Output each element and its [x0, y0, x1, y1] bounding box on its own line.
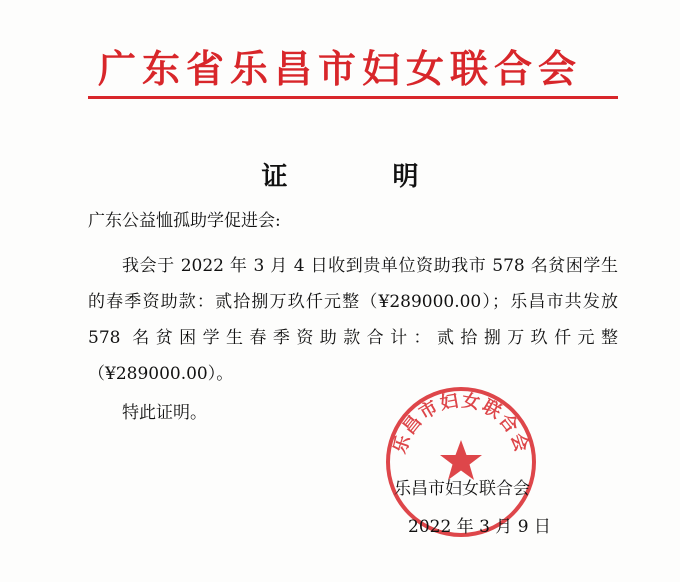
- letterhead-title: 广东省乐昌市妇女联合会: [97, 46, 582, 91]
- closing-line: 特此证明。: [122, 403, 207, 423]
- seal-text: 乐昌市妇女联合会: [389, 390, 533, 457]
- signature-org: 乐昌市妇女联合会: [394, 479, 530, 499]
- signature-date: 2022 年 3 月 9 日: [408, 517, 551, 537]
- document-title: 证 明: [261, 162, 467, 192]
- letterhead-divider: [88, 96, 618, 99]
- addressee: 广东公益恤孤助学促进会:: [88, 211, 281, 231]
- body-paragraph: 我会于 2022 年 3 月 4 日收到贵单位资助我市 578 名贫困学生的春季资助款：贰拾捌万玖仟元整（¥289000.00）；乐昌市共发放 578 名贫困学生春季资助款合计：贰拾捌万玖仟元整（¥289000.00）。: [88, 256, 618, 384]
